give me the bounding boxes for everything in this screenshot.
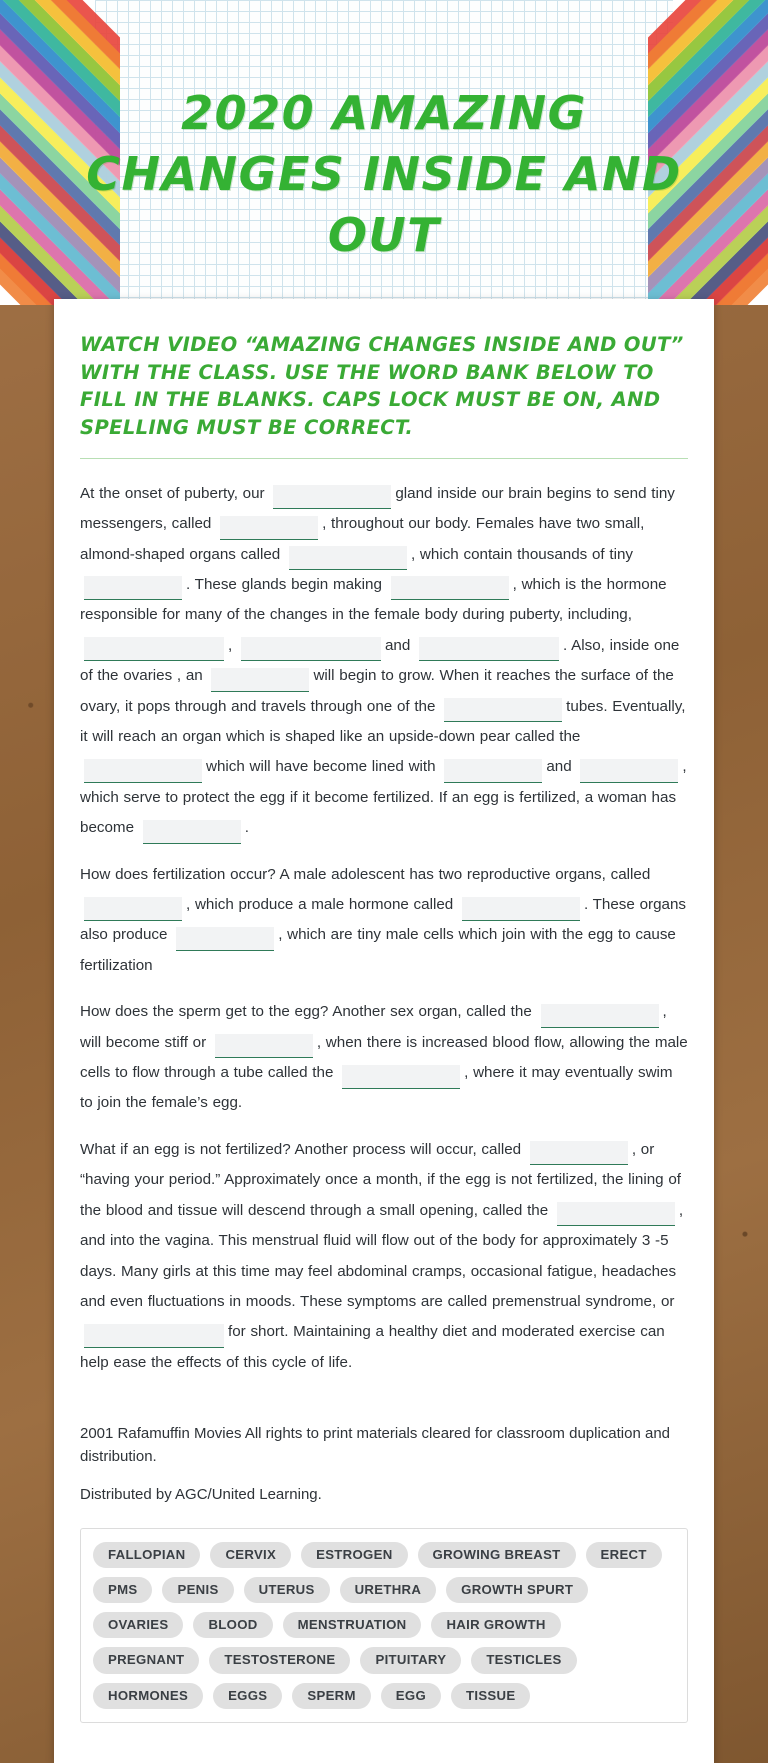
word-bank-chip[interactable]: HAIR GROWTH (431, 1612, 560, 1638)
word-bank-chip[interactable]: GROWING BREAST (418, 1542, 576, 1568)
answer-blank-1-4[interactable] (84, 576, 182, 600)
paragraph-text: , where it may eventually swim to join the female’s egg. (80, 1064, 673, 1112)
answer-blank-3-3[interactable] (342, 1065, 460, 1089)
paragraph-text: , which produce a male hormone called (186, 896, 458, 914)
word-bank-chip[interactable]: PENIS (162, 1577, 233, 1603)
paragraph-text: , which are tiny male cells which join with the egg to cause fertilization (80, 926, 676, 974)
answer-blank-2-2[interactable] (462, 897, 580, 921)
worksheet-sheet (54, 299, 714, 1763)
word-bank-chip[interactable]: TISSUE (451, 1683, 530, 1709)
paragraph-2 (80, 860, 688, 982)
answer-blank-2-3[interactable] (176, 927, 274, 951)
answer-blank-1-13[interactable] (580, 759, 678, 783)
paragraph-text: , and into the vagina. This menstrual fluid will flow out of the body for approximately 3 -5 days. Many girls at this time may feel abdominal cramps, occasional fatigue, headaches and even fluctuations in moods. These symptoms are called premenstrual syndrome, or (80, 1201, 684, 1310)
word-bank-chip[interactable]: HORMONES (93, 1683, 203, 1709)
answer-blank-1-1[interactable] (273, 485, 391, 509)
answer-blank-1-8[interactable] (419, 637, 559, 661)
answer-blank-1-7[interactable] (241, 637, 381, 661)
paragraph-text: , which is the hormone responsible for many of the changes in the female body during puberty, including, (80, 575, 667, 624)
answer-blank-1-3[interactable] (289, 546, 407, 570)
word-bank-chip[interactable]: CERVIX (210, 1542, 291, 1568)
answer-blank-1-10[interactable] (444, 698, 562, 722)
paragraph-1 (80, 479, 688, 844)
answer-blank-3-2[interactable] (215, 1034, 313, 1058)
answer-blank-1-6[interactable] (84, 637, 224, 661)
paragraph-text: , or “having your period.” Approximately once a month, if the egg is not fertilized, the lining of the blood and tissue will descend through a small opening, called the (80, 1140, 681, 1219)
paragraph-text: for short. Maintaining a healthy diet and moderated exercise can help ease the effects of this cycle of life. (80, 1323, 665, 1371)
instructions-divider (80, 458, 688, 459)
answer-blank-3-1[interactable] (541, 1004, 659, 1028)
answer-blank-4-1[interactable] (530, 1141, 628, 1165)
credit-line-1: 2001 Rafamuffin Movies All rights to print materials cleared for classroom duplication and distribution. (80, 1425, 671, 1466)
answer-blank-1-11[interactable] (84, 759, 202, 783)
answer-blank-1-2[interactable] (220, 516, 318, 540)
word-bank-chip[interactable]: TESTOSTERONE (209, 1647, 350, 1673)
paragraph-text: gland inside our brain begins to send tiny messengers, called (80, 484, 675, 533)
answer-blank-4-2[interactable] (557, 1202, 675, 1226)
paragraph-text: , when there is increased blood flow, allowing the male cells to flow through a tube called the (80, 1033, 688, 1082)
paragraph-text: , which contain thousands of tiny (410, 545, 633, 563)
word-bank-chip[interactable]: ESTROGEN (301, 1542, 407, 1568)
word-bank-chip[interactable]: BLOOD (193, 1612, 272, 1638)
page-title: 2020 AMAZING CHANGES INSIDE AND OUT (86, 85, 682, 263)
word-bank-chip[interactable]: MENSTRUATION (283, 1612, 422, 1638)
word-bank-chip[interactable]: FALLOPIAN (93, 1542, 200, 1568)
word-bank (80, 1528, 688, 1723)
answer-blank-1-12[interactable] (444, 759, 542, 783)
worksheet-banner (0, 0, 768, 305)
paragraph-text: will begin to grow. When it reaches the surface of the ovary, it pops through and travels through one of the (80, 667, 674, 715)
paragraph-text: and (384, 636, 416, 654)
paragraph-text: . These glands begin making (186, 575, 387, 593)
word-bank-chip[interactable]: PITUITARY (360, 1647, 461, 1673)
word-bank-chip[interactable]: PREGNANT (93, 1647, 199, 1673)
word-bank-chip[interactable]: PMS (93, 1577, 152, 1603)
word-bank-chip[interactable]: URETHRA (340, 1577, 437, 1603)
paragraph-text: . These organs also produce (80, 896, 687, 944)
paragraph-text: tubes. Eventually, it will reach an organ which is shaped like an upside-down pear called the (80, 697, 686, 745)
word-bank-chip[interactable]: EGGS (213, 1683, 282, 1709)
paragraph-text: , which serve to protect the egg if it become fertilized. If an egg is fertilized, a woman has become (80, 758, 687, 837)
answer-blank-1-14[interactable] (143, 820, 241, 844)
word-bank-chip[interactable]: UTERUS (244, 1577, 330, 1603)
paragraph-text: . Also, inside one of the ovaries , an (80, 636, 680, 685)
paragraph-text: How does fertilization occur? A male adolescent has two reproductive organs, called (80, 865, 651, 883)
answer-blank-4-3[interactable] (84, 1324, 224, 1348)
word-bank-chip[interactable]: SPERM (292, 1683, 370, 1709)
word-bank-chip[interactable]: ERECT (586, 1542, 662, 1568)
word-bank-chip[interactable]: TESTICLES (471, 1647, 576, 1673)
word-bank-chip[interactable]: EGG (381, 1683, 441, 1709)
paragraph-text: , will become stiff or (80, 1003, 667, 1051)
instructions-text: WATCH VIDEO “AMAZING CHANGES INSIDE AND OUT” WITH THE CLASS. USE THE WORD BANK BELOW TO FILL IN THE BLANKS. CAPS LOCK MUST BE ON, AND SPELLING MUST BE CORRECT. (80, 333, 684, 440)
paragraph-text: , throughout our body. Females have two small, almond-shaped organs called (80, 515, 645, 563)
paragraph-text: . (244, 819, 249, 837)
paragraph-text: which will have become lined with (206, 758, 441, 776)
paragraph-4 (80, 1135, 688, 1378)
paragraph-3 (80, 997, 688, 1119)
word-bank-chip[interactable]: OVARIES (93, 1612, 183, 1638)
paragraph-text: and (546, 758, 577, 776)
credit-line-2: Distributed by AGC/United Learning. (80, 1485, 322, 1503)
answer-blank-1-5[interactable] (391, 576, 509, 600)
paragraph-text: How does the sperm get to the egg? Another sex organ, called the (80, 1003, 537, 1021)
word-bank-chip[interactable]: GROWTH SPURT (446, 1577, 588, 1603)
answer-blank-1-9[interactable] (211, 668, 309, 692)
paragraph-text: At the onset of puberty, our (80, 484, 270, 502)
answer-blank-2-1[interactable] (84, 897, 182, 921)
paragraph-text: , (228, 636, 237, 654)
paragraph-text: What if an egg is not fertilized? Another process will occur, called (80, 1140, 526, 1158)
